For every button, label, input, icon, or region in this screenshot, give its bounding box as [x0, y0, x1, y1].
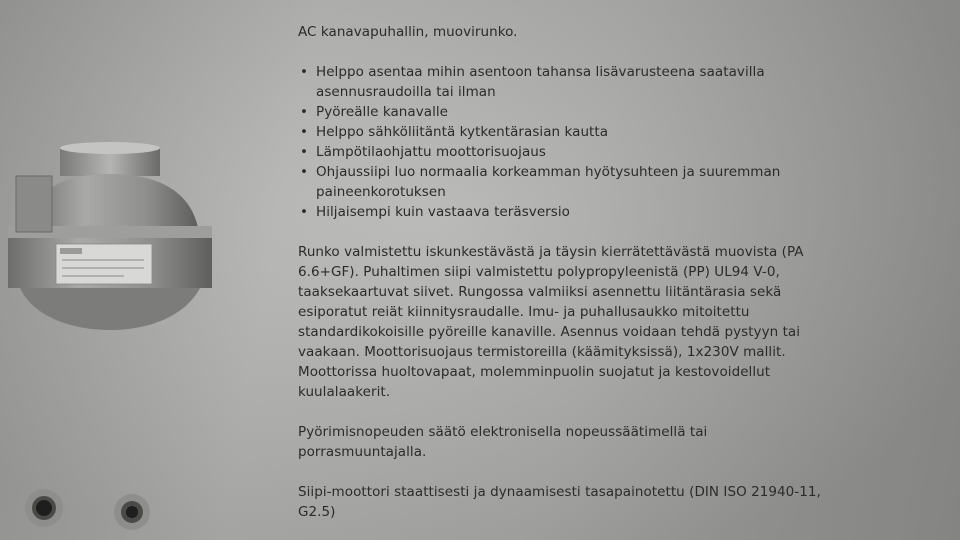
bullet-icon: • [300, 144, 309, 160]
feature-item: • Hiljaisempi kuin vastaava teräsversio [300, 204, 570, 220]
feature-item: • Pyöreälle kanavalle [300, 104, 449, 120]
bullet-icon: • [300, 204, 309, 220]
bullet-icon: • [300, 164, 309, 180]
feature-item: • Helppo asentaa mihin asentoon tahansa lisävarusteena saatavilla asennusraudoilla tai ilman [300, 64, 765, 100]
bullet-icon: • [300, 104, 309, 120]
duct-fan-image [4, 140, 214, 340]
feature-list [298, 62, 948, 222]
speed-control-paragraph: Pyörimisnopeuden säätö elektronisella nopeussäätimellä tai porrasmuuntajalla. [298, 424, 708, 460]
description-text [298, 22, 948, 522]
product-heading: AC kanavapuhallin, muovirunko. [298, 24, 518, 40]
feature-item: • Helppo sähköliitäntä kytkentärasian kautta [300, 124, 609, 140]
feature-item: • Lämpötilaohjattu moottorisuojaus [300, 144, 546, 160]
balance-paragraph: Siipi-moottori staattisesti ja dynaamisesti tasapainotettu (DIN ISO 21940-11, G2.5) [298, 484, 821, 520]
bullet-icon: • [300, 124, 309, 140]
body-paragraph: Runko valmistettu iskunkestävästä ja täysin kierrätettävästä muovista (PA 6.6+GF). Puhaltimen siipi valmistettu polypropyleenistä (PP) UL94 V-0, taaksekaartuvat siivet. Rungossa valmiiksi asennettu liitäntärasia sekä esiporatut reiät kiinnitysraudalle. Imu- ja puhallusaukko mitoitettu standardikokoisille pyöreille kanaville. Asennus voidaan tehdä pystyyn tai vaakaan. Moottorisuojaus termistoreilla (käämityksissä), 1x230V mallit. Moottorissa huoltovapaat, molemminpuolin suojatut ja kestovoidellut kuulalaakerit. [298, 244, 804, 400]
feature-item: • Ohjaussiipi luo normaalia korkeamman hyötysuhteen ja suuremman paineenkorotuksen [300, 164, 781, 200]
bullet-icon: • [300, 64, 309, 80]
cable-gland-icons [20, 486, 160, 536]
